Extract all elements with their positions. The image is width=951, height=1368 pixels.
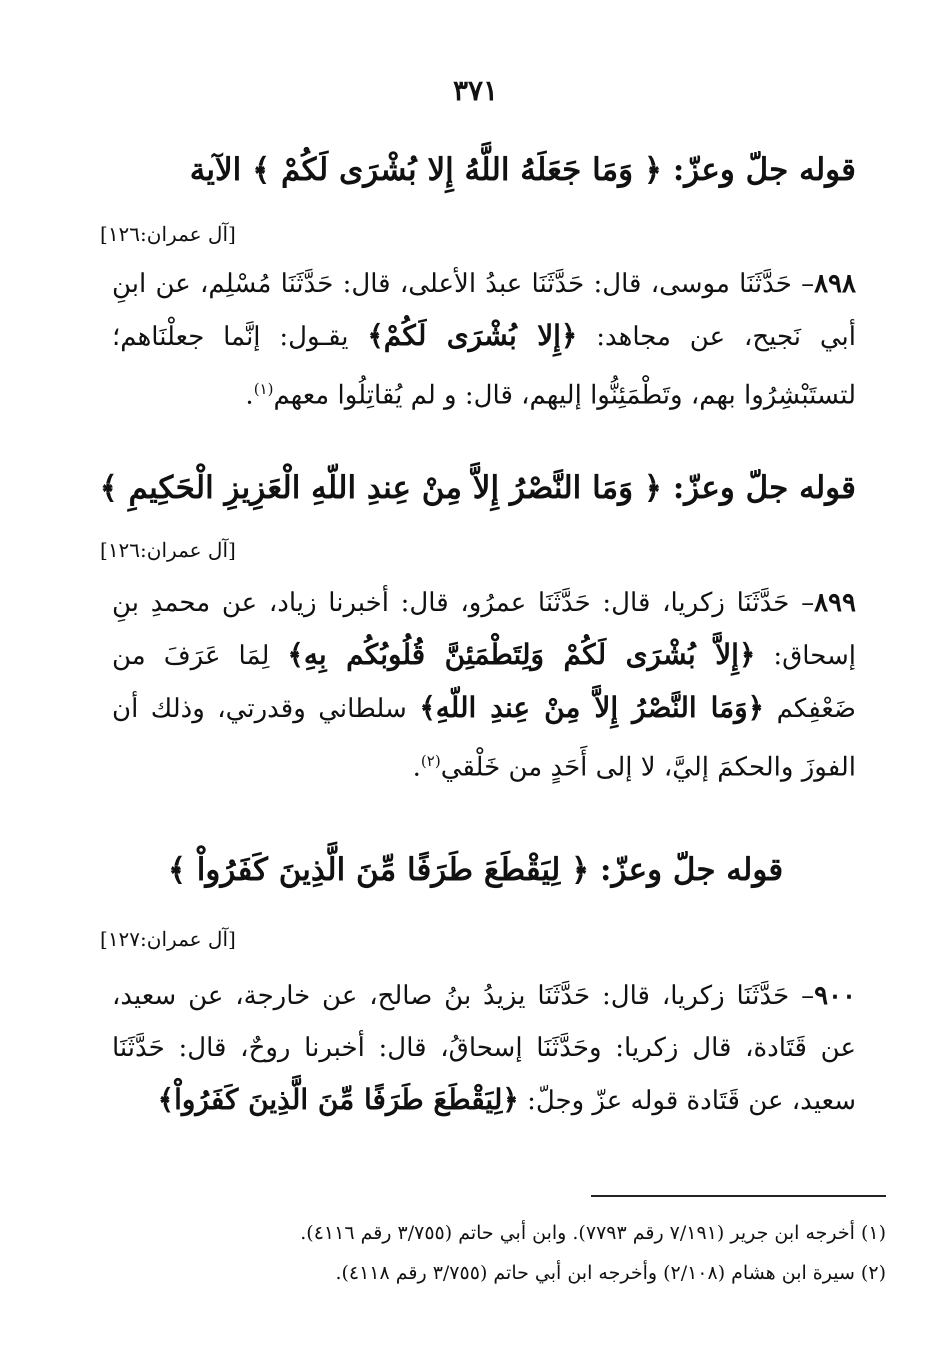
footnote-marker[interactable]: (١) [253,380,274,398]
quoted-verse: ﴿لِيَقْطَعَ طَرَفًا مِّنَ الَّذِينَ كَفَرُواْ﴾ [157,1083,519,1116]
quoted-verse: ﴿إِلاَّ بُشْرَى لَكُمْ وَلِتَطْمَئِنَّ قُلُوبُكُم بِهِ﴾ [287,638,756,671]
heading-verse: ﴿ وَمَا جَعَلَهُ اللَّهُ إِلا بُشْرَى لَكُمْ ﴾ [252,152,663,188]
hadith-number: ٨٩٨ [814,269,856,299]
hadith-number: ٨٩٩ [814,588,856,618]
quoted-verse: ﴿وَمَا النَّصْرُ إِلاَّ مِنْ عِندِ اللّهِ﴾ [419,691,765,724]
hadith-paragraph [112,577,856,794]
heading-lead: قوله جلّ وعزّ: [672,470,856,506]
quran-reference: [آل عمران:١٢٦] [100,222,236,246]
footnote-marker[interactable]: (٢) [420,752,441,770]
paragraph-end: . [412,752,421,783]
hadith-number: ٩٠٠ [814,981,856,1011]
section-heading [99,470,856,506]
page-number: ٣٧١ [452,74,499,107]
heading-verse: ﴿ لِيَقْطَعَ طَرَفًا مِّنَ الَّذِينَ كَفَرُواْ ﴾ [167,852,590,888]
quoted-verse: ﴿إِلا بُشْرَى لَكُمْ﴾ [367,319,578,352]
section-heading [140,152,856,188]
section-heading [95,852,856,888]
footnote-1: (١) أخرجه ابن جرير (٧/١٩١ رقم ٧٧٩٣). وابن أبي حاتم (٣/٧٥٥ رقم ٤١١٦). [300,1222,886,1244]
paragraph-text: – حَدَّثَنَا زكريا، قال: حَدَّثَنَا عمرُو، قال: أخبرنا زياد، عن محمدِ بنِ إسحاق: [112,588,857,671]
quran-reference: [آل عمران:١٢٧] [100,927,236,951]
heading-lead: قوله جلّ وعزّ: [672,152,856,188]
hadith-paragraph [112,970,856,1127]
footnote-separator [591,1195,886,1197]
heading-lead: قوله جلّ وعزّ: [600,852,784,888]
paragraph-text: – حَدَّثَنَا موسى، قال: حَدَّثَنَا عبدُ الأعلى، قال: حَدَّثَنَا مُسْلِم، عن ابنِ أبي نَجيح، عن مجاهد: [112,269,856,352]
paragraph-text: سلطاني وقدرتي، وذلك أن الفوزَ والحكمَ إليَّ، لا إلى أَحَدٍ من خَلْقي [112,694,856,783]
hadith-paragraph [112,258,856,422]
paragraph-text: – حَدَّثَنَا زكريا، قال: حَدَّثَنَا يزيدُ بنُ صالح، عن خارجة، عن سعيد، عن قَتَادة، قال زكريا: وحَدَّثَنَا إسحاقُ، قال: أخبرنا روحٌ، قال: حَدَّثَنَا سعيد، عن قَتَادة قوله عزّ وجلّ: [112,981,856,1116]
paragraph-text: يقـول: إنَّما جعلْنَاهم؛ لتستَبْشِرُوا بهم، وتَطْمَئِنُّوا إليهم، قال: و لم يُقاتِلُوا معهم [112,322,856,411]
footnote-2: (٢) سيرة ابن هشام (٢/١٠٨) وأخرجه ابن أبي حاتم (٣/٧٥٥ رقم ٤١١٨). [335,1262,886,1284]
heading-verse: ﴿ وَمَا النَّصْرُ إِلاَّ مِنْ عِندِ اللّهِ الْعَزِيزِ الْحَكِيمِ ﴾ [99,470,663,506]
quran-reference: [آل عمران:١٢٦] [100,538,236,562]
paragraph-text: لِمَا عَرَفَ من ضَعْفِكم [112,641,856,724]
heading-tail: الآية [189,152,242,188]
paragraph-end: . [245,380,254,411]
